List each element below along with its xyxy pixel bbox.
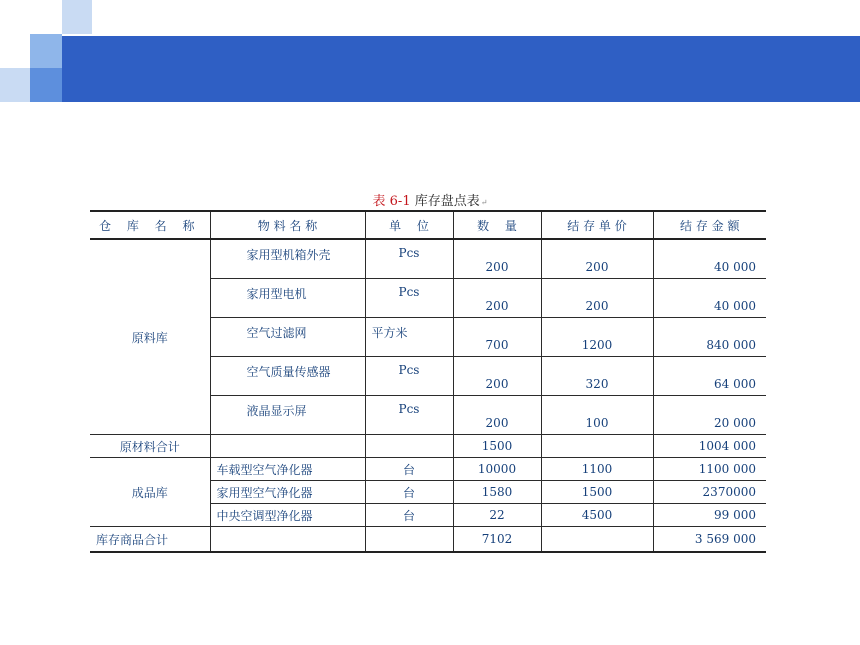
header-cell: 结 存 金 额 bbox=[653, 211, 766, 239]
qty-cell: 200 bbox=[453, 396, 541, 435]
price-cell: 200 bbox=[541, 239, 653, 279]
price-cell: 200 bbox=[541, 279, 653, 318]
decor-square bbox=[62, 0, 92, 34]
amount-cell: 840 000 bbox=[653, 318, 766, 357]
decor-square bbox=[30, 68, 62, 102]
unit-cell: Pcs bbox=[365, 396, 453, 435]
grand-total-label: 库存商品合计 bbox=[90, 527, 210, 553]
inventory-table bbox=[90, 210, 766, 553]
material-cell: 中央空调型净化器 bbox=[210, 504, 365, 527]
table-row bbox=[90, 458, 766, 481]
price-cell: 320 bbox=[541, 357, 653, 396]
empty-cell bbox=[365, 527, 453, 553]
warehouse-cell: 原料库 bbox=[90, 239, 210, 435]
material-cell: 车载型空气净化器 bbox=[210, 458, 365, 481]
qty-cell: 200 bbox=[453, 357, 541, 396]
empty-cell bbox=[541, 435, 653, 458]
table-row bbox=[90, 239, 766, 279]
price-cell: 100 bbox=[541, 396, 653, 435]
qty-cell: 10000 bbox=[453, 458, 541, 481]
amount-cell: 40 000 bbox=[653, 279, 766, 318]
material-cell: 空气过滤网 bbox=[210, 318, 365, 357]
table-caption: 表 6-1 库存盘点表↵ bbox=[372, 194, 488, 209]
material-cell: 空气质量传感器 bbox=[210, 357, 365, 396]
empty-cell bbox=[210, 527, 365, 553]
warehouse-cell: 成品库 bbox=[90, 458, 210, 527]
unit-cell: Pcs bbox=[365, 357, 453, 396]
unit-cell: Pcs bbox=[365, 279, 453, 318]
amount-cell: 3 569 000 bbox=[653, 527, 766, 553]
amount-cell: 1100 000 bbox=[653, 458, 766, 481]
price-cell: 1100 bbox=[541, 458, 653, 481]
price-cell: 1500 bbox=[541, 481, 653, 504]
qty-cell: 1500 bbox=[453, 435, 541, 458]
qty-cell: 200 bbox=[453, 279, 541, 318]
empty-cell bbox=[541, 527, 653, 553]
subtotal-row bbox=[90, 435, 766, 458]
price-cell: 1200 bbox=[541, 318, 653, 357]
amount-cell: 64 000 bbox=[653, 357, 766, 396]
amount-cell: 2370000 bbox=[653, 481, 766, 504]
decor-square bbox=[0, 68, 30, 102]
caption-text: 库存盘点表 bbox=[414, 194, 480, 209]
subtotal-label: 原材料合计 bbox=[90, 435, 210, 458]
material-cell: 液晶显示屏 bbox=[210, 396, 365, 435]
unit-cell: 平方米 bbox=[365, 318, 453, 357]
header-cell: 单 位 bbox=[365, 211, 453, 239]
qty-cell: 22 bbox=[453, 504, 541, 527]
header-cell: 数 量 bbox=[453, 211, 541, 239]
material-cell: 家用型空气净化器 bbox=[210, 481, 365, 504]
amount-cell: 40 000 bbox=[653, 239, 766, 279]
header-band bbox=[60, 36, 860, 102]
decor-square bbox=[30, 34, 62, 68]
qty-cell: 7102 bbox=[453, 527, 541, 553]
price-cell: 4500 bbox=[541, 504, 653, 527]
amount-cell: 99 000 bbox=[653, 504, 766, 527]
empty-cell bbox=[365, 435, 453, 458]
caption-label: 表 6-1 bbox=[372, 194, 411, 209]
material-cell: 家用型机箱外壳 bbox=[210, 239, 365, 279]
header-row bbox=[90, 211, 766, 239]
qty-cell: 1580 bbox=[453, 481, 541, 504]
header-cell: 结 存 单 价 bbox=[541, 211, 653, 239]
empty-cell bbox=[210, 435, 365, 458]
grand-total-row bbox=[90, 527, 766, 553]
header-cell: 物 料 名 称 bbox=[210, 211, 365, 239]
unit-cell: 台 bbox=[365, 458, 453, 481]
amount-cell: 20 000 bbox=[653, 396, 766, 435]
header-cell: 仓 库 名 称 bbox=[90, 211, 210, 239]
unit-cell: 台 bbox=[365, 481, 453, 504]
amount-cell: 1004 000 bbox=[653, 435, 766, 458]
qty-cell: 700 bbox=[453, 318, 541, 357]
qty-cell: 200 bbox=[453, 239, 541, 279]
unit-cell: 台 bbox=[365, 504, 453, 527]
material-cell: 家用型电机 bbox=[210, 279, 365, 318]
unit-cell: Pcs bbox=[365, 239, 453, 279]
